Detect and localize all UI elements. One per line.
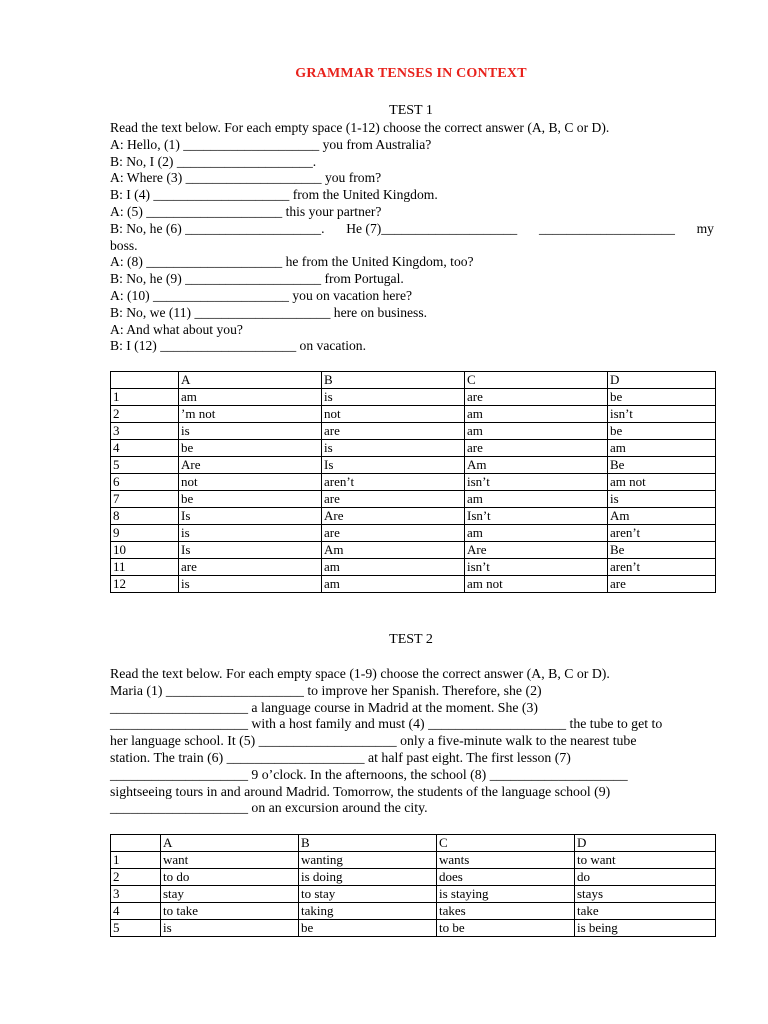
- table-cell: 8: [111, 508, 179, 525]
- table-cell: stays: [575, 886, 716, 903]
- test1-line-6-part-c: ____________________: [538, 220, 675, 236]
- test2-text: [110, 666, 714, 817]
- table-row: [111, 406, 716, 423]
- table-cell: Are: [179, 457, 322, 474]
- table-cell: 1: [111, 852, 161, 869]
- table-header-cell: B: [299, 835, 437, 852]
- table-cell: Is: [322, 457, 465, 474]
- table-cell: isn’t: [608, 406, 716, 423]
- table-cell: is: [608, 491, 716, 508]
- table-row: [111, 920, 716, 937]
- table-row: [111, 457, 716, 474]
- test1-answer-table: [110, 371, 716, 593]
- table-cell: 4: [111, 903, 161, 920]
- test1-line-1: A: Hello, (1) ____________________ you from Australia?: [110, 136, 432, 152]
- test1-line-6-part-b: He (7)____________________: [346, 220, 518, 236]
- table-cell: is: [322, 440, 465, 457]
- table-cell: Be: [608, 542, 716, 559]
- table-header-cell: D: [575, 835, 716, 852]
- table-cell: to do: [161, 869, 299, 886]
- test1-line-6-continued: boss.: [110, 237, 138, 253]
- table-header-cell: A: [179, 372, 322, 389]
- table-cell: Are: [465, 542, 608, 559]
- table-cell: are: [322, 525, 465, 542]
- table-cell: 9: [111, 525, 179, 542]
- table-cell: is: [161, 920, 299, 937]
- table-cell: 5: [111, 920, 161, 937]
- test1-line-8: A: (8) ____________________ he from the United Kingdom, too?: [110, 254, 474, 270]
- table-cell: to be: [437, 920, 575, 937]
- table-cell: be: [179, 491, 322, 508]
- table-cell: are: [608, 576, 716, 593]
- test2-line-2: ____________________ a language course in Madrid at the moment. She (3): [110, 699, 538, 715]
- table-cell: am: [465, 423, 608, 440]
- table-header-cell: [111, 372, 179, 389]
- test1-line-13: B: I (12) ____________________ on vacation.: [110, 338, 366, 354]
- table-cell: 7: [111, 491, 179, 508]
- table-cell: am not: [465, 576, 608, 593]
- table-row: [111, 886, 716, 903]
- table-row: [111, 869, 716, 886]
- test1-line-6-part-d: my: [696, 220, 714, 236]
- test1-text: [110, 120, 714, 355]
- table-header-cell: [111, 835, 161, 852]
- table-cell: am: [322, 576, 465, 593]
- test2-line-4: her language school. It (5) ____________________ only a five-minute walk to the nearest tube: [110, 733, 637, 749]
- table-header-row: [111, 372, 716, 389]
- table-header-cell: D: [608, 372, 716, 389]
- table-cell: 1: [111, 389, 179, 406]
- table-cell: 2: [111, 869, 161, 886]
- table-cell: to take: [161, 903, 299, 920]
- table-cell: wanting: [299, 852, 437, 869]
- table-cell: am: [322, 559, 465, 576]
- table-row: [111, 508, 716, 525]
- test1-line-3: A: Where (3) ____________________ you from?: [110, 170, 382, 186]
- table-cell: take: [575, 903, 716, 920]
- table-cell: taking: [299, 903, 437, 920]
- table-cell: takes: [437, 903, 575, 920]
- table-cell: is: [179, 423, 322, 440]
- test1-line-5: A: (5) ____________________ this your partner?: [110, 203, 382, 219]
- table-cell: 11: [111, 559, 179, 576]
- table-cell: Are: [322, 508, 465, 525]
- table-cell: is doing: [299, 869, 437, 886]
- table-cell: Am: [608, 508, 716, 525]
- table-cell: isn’t: [465, 559, 608, 576]
- table-cell: is: [179, 576, 322, 593]
- table-cell: am: [465, 491, 608, 508]
- table-row: [111, 852, 716, 869]
- table-row: [111, 389, 716, 406]
- table-cell: do: [575, 869, 716, 886]
- table-cell: is: [179, 525, 322, 542]
- table-cell: aren’t: [608, 559, 716, 576]
- table-cell: isn’t: [465, 474, 608, 491]
- table-cell: am: [608, 440, 716, 457]
- table-cell: am: [179, 389, 322, 406]
- table-cell: Is: [179, 542, 322, 559]
- table-cell: aren’t: [322, 474, 465, 491]
- table-row: [111, 474, 716, 491]
- table-cell: aren’t: [608, 525, 716, 542]
- table-header-cell: C: [437, 835, 575, 852]
- table-cell: are: [322, 423, 465, 440]
- table-cell: am: [465, 525, 608, 542]
- table-cell: not: [322, 406, 465, 423]
- test2-heading: TEST 2: [389, 632, 433, 647]
- table-cell: 6: [111, 474, 179, 491]
- table-cell: be: [179, 440, 322, 457]
- table-header-cell: C: [465, 372, 608, 389]
- table-cell: ’m not: [179, 406, 322, 423]
- table-cell: is being: [575, 920, 716, 937]
- table-cell: be: [608, 389, 716, 406]
- table-cell: does: [437, 869, 575, 886]
- table-cell: Am: [322, 542, 465, 559]
- table-cell: 5: [111, 457, 179, 474]
- table-cell: be: [299, 920, 437, 937]
- table-cell: stay: [161, 886, 299, 903]
- table-cell: to want: [575, 852, 716, 869]
- table-cell: are: [322, 491, 465, 508]
- table-header-cell: A: [161, 835, 299, 852]
- table-cell: are: [179, 559, 322, 576]
- table-cell: is staying: [437, 886, 575, 903]
- table-row: [111, 576, 716, 593]
- table-header-cell: B: [322, 372, 465, 389]
- table-cell: 3: [111, 886, 161, 903]
- table-row: [111, 525, 716, 542]
- table-cell: Am: [465, 457, 608, 474]
- test2-instructions: Read the text below. For each empty space (1-9) choose the correct answer (A, B, C or D).: [110, 666, 610, 681]
- test2-answer-table: [110, 834, 716, 937]
- test2-line-3: ____________________ with a host family and must (4) ____________________ the tube to get to: [110, 716, 663, 732]
- test2-line-7: sightseeing tours in and around Madrid. Tomorrow, the students of the language school (9): [110, 783, 611, 799]
- table-row: [111, 559, 716, 576]
- table-cell: are: [465, 389, 608, 406]
- test1-instructions: Read the text below. For each empty space (1-12) choose the correct answer (A, B, C or D).: [110, 120, 610, 135]
- table-cell: are: [465, 440, 608, 457]
- page-title: GRAMMAR TENSES IN CONTEXT: [295, 66, 527, 81]
- table-cell: am not: [608, 474, 716, 491]
- table-cell: am: [465, 406, 608, 423]
- test1-line-12: A: And what about you?: [110, 321, 243, 337]
- table-cell: 10: [111, 542, 179, 559]
- test1-line-2: B: No, I (2) ____________________.: [110, 153, 317, 169]
- table-cell: 2: [111, 406, 179, 423]
- test1-line-4: B: I (4) ____________________ from the United Kingdom.: [110, 187, 438, 203]
- table-cell: is: [322, 389, 465, 406]
- table-row: [111, 440, 716, 457]
- table-row: [111, 491, 716, 508]
- table-cell: 12: [111, 576, 179, 593]
- table-cell: Be: [608, 457, 716, 474]
- test2-line-6: ____________________ 9 o’clock. In the afternoons, the school (8) ____________________: [110, 766, 628, 782]
- test1-line-9: B: No, he (9) ____________________ from Portugal.: [110, 271, 404, 287]
- table-cell: to stay: [299, 886, 437, 903]
- test1-heading: TEST 1: [389, 103, 433, 118]
- table-header-row: [111, 835, 716, 852]
- table-cell: want: [161, 852, 299, 869]
- table-cell: 3: [111, 423, 179, 440]
- table-row: [111, 903, 716, 920]
- test2-line-5: station. The train (6) ____________________ at half past eight. The first lesson (7): [110, 749, 571, 765]
- test1-line-10: A: (10) ____________________ you on vacation here?: [110, 287, 413, 303]
- test1-line-6-part-a: B: No, he (6) ____________________.: [110, 220, 325, 236]
- table-cell: Isn’t: [465, 508, 608, 525]
- test1-line-11: B: No, we (11) ____________________ here on business.: [110, 304, 428, 320]
- test1-line-6: [110, 221, 714, 238]
- table-cell: wants: [437, 852, 575, 869]
- table-cell: 4: [111, 440, 179, 457]
- table-row: [111, 542, 716, 559]
- table-cell: Is: [179, 508, 322, 525]
- table-row: [111, 423, 716, 440]
- test2-line-1: Maria (1) ____________________ to improve her Spanish. Therefore, she (2): [110, 682, 542, 698]
- table-cell: be: [608, 423, 716, 440]
- test2-line-8: ____________________ on an excursion around the city.: [110, 800, 428, 816]
- table-cell: not: [179, 474, 322, 491]
